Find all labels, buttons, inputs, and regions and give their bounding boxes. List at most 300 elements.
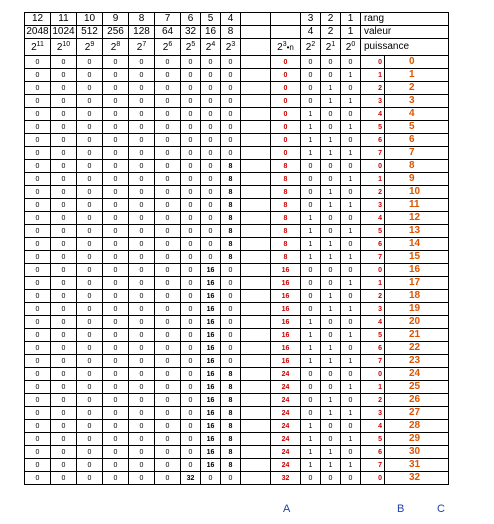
c-value-cell: 12 [385,212,449,225]
bit-value-cell: 0 [129,472,155,485]
b-value-cell: 1 [361,277,385,290]
gap-cell [241,26,271,39]
bit-value-cell: 0 [155,433,181,446]
power-cell [51,39,77,56]
bit-value-cell: 0 [51,407,77,420]
a-value-cell: 16 [271,277,301,290]
gap-cell [241,407,271,420]
bit-value-cell: 0 [103,342,129,355]
bit-value-cell: 0 [201,173,221,186]
bit-value-cell: 0 [181,134,201,147]
b-value-cell: 7 [361,459,385,472]
bit-low-cell: 0 [321,381,341,394]
bit-low-cell: 0 [321,264,341,277]
a-value-cell: 0 [271,95,301,108]
bit-low-cell: 1 [301,316,321,329]
bit-low-cell: 0 [301,160,321,173]
bit-value-cell: 0 [129,459,155,472]
puissance-label: puissance [361,39,449,56]
bit-value-cell: 0 [201,225,221,238]
gap-cell [241,147,271,160]
c-value-cell: 27 [385,407,449,420]
bit-value-cell: 0 [51,173,77,186]
gap-cell [241,225,271,238]
bit-value-cell: 0 [155,303,181,316]
bit-value-cell: 0 [181,121,201,134]
bit-value-cell: 0 [221,108,241,121]
rang-cell: 11 [51,13,77,26]
bit-low-cell: 0 [341,186,361,199]
bit-value-cell: 0 [77,394,103,407]
c-value-cell: 21 [385,329,449,342]
bit-value-cell: 16 [201,407,221,420]
c-value-cell: 2 [385,82,449,95]
c-value-cell: 19 [385,303,449,316]
a-value-cell: 16 [271,303,301,316]
power-exponent: 1 [331,41,336,48]
bit-low-cell: 0 [321,121,341,134]
c-value-cell: 6 [385,134,449,147]
bit-value-cell: 0 [77,316,103,329]
valeur-cell: 512 [77,26,103,39]
bit-value-cell: 0 [129,329,155,342]
valeur-cell: 32 [181,26,201,39]
bit-value-cell: 0 [201,160,221,173]
bit-value-cell: 0 [103,56,129,69]
power-cell [181,39,201,56]
bit-value-cell: 0 [51,147,77,160]
bit-value-cell: 0 [25,472,51,485]
bit-value-cell: 0 [201,69,221,82]
valeur-cell: 64 [155,26,181,39]
bit-value-cell: 0 [103,329,129,342]
b-value-cell: 0 [361,472,385,485]
bit-value-cell: 0 [181,82,201,95]
header-puissance-row [25,39,449,56]
bit-value-cell: 0 [181,316,201,329]
bit-value-cell: 0 [25,407,51,420]
bit-low-cell: 1 [341,121,361,134]
bit-value-cell: 0 [129,160,155,173]
bit-value-cell: 0 [181,355,201,368]
bit-value-cell: 0 [155,121,181,134]
c-value-cell: 23 [385,355,449,368]
b-value-cell: 3 [361,407,385,420]
bit-value-cell: 0 [51,69,77,82]
bit-low-cell: 0 [301,472,321,485]
bit-low-cell: 0 [341,472,361,485]
gap-cell [271,26,301,39]
power-cell [129,39,155,56]
bit-value-cell: 0 [155,316,181,329]
bit-value-cell: 0 [51,121,77,134]
gap-cell [241,459,271,472]
bit-value-cell: 0 [201,56,221,69]
power-base: 2 [325,42,332,53]
bit-value-cell: 16 [201,342,221,355]
bit-value-cell: 0 [103,225,129,238]
bit-value-cell: 0 [155,277,181,290]
bit-value-cell: 0 [77,199,103,212]
rang-cell: 12 [25,13,51,26]
bit-value-cell: 0 [181,173,201,186]
bit-value-cell: 0 [155,173,181,186]
gap-cell [241,264,271,277]
b-value-cell: 4 [361,108,385,121]
power-cell [221,39,241,56]
table-row [25,173,449,186]
bit-value-cell: 0 [51,186,77,199]
bit-value-cell: 0 [129,69,155,82]
c-value-cell: 11 [385,199,449,212]
bit-low-cell: 0 [341,82,361,95]
bit-value-cell: 0 [155,355,181,368]
bit-value-cell: 0 [155,446,181,459]
bit-value-cell: 0 [103,160,129,173]
a-value-cell: 8 [271,212,301,225]
a-value-cell: 8 [271,225,301,238]
bit-value-cell: 0 [155,459,181,472]
bit-value-cell: 0 [155,420,181,433]
c-value-cell: 32 [385,472,449,485]
bit-low-cell: 1 [321,134,341,147]
rang-cell: 8 [129,13,155,26]
c-value-cell: 13 [385,225,449,238]
bit-low-cell: 0 [301,173,321,186]
valeur-cell: 1 [341,26,361,39]
bit-value-cell: 0 [201,134,221,147]
bit-value-cell: 0 [51,446,77,459]
rang-cell: 10 [77,13,103,26]
rang-label: rang [361,13,449,26]
table-row [25,238,449,251]
table-row [25,95,449,108]
table-row [25,303,449,316]
bit-value-cell: 0 [25,264,51,277]
bit-value-cell: 0 [103,433,129,446]
bit-low-cell: 0 [301,277,321,290]
bit-low-cell: 1 [301,238,321,251]
bit-value-cell: 0 [77,264,103,277]
bit-value-cell: 0 [129,355,155,368]
b-value-cell: 3 [361,199,385,212]
bit-value-cell: 0 [25,394,51,407]
bit-value-cell: 0 [181,277,201,290]
bit-value-cell: 0 [201,121,221,134]
bit-low-cell: 0 [301,69,321,82]
header-valeur-row [25,26,449,39]
table-row [25,368,449,381]
table-row [25,290,449,303]
bit-low-cell: 0 [301,186,321,199]
bit-value-cell: 0 [129,290,155,303]
power-base: 2 [31,42,37,53]
bit-low-cell: 0 [341,160,361,173]
rang-cell: 9 [103,13,129,26]
table-row [25,472,449,485]
gap-cell [241,13,271,26]
bit-value-cell: 0 [25,446,51,459]
bit-value-cell: 0 [77,329,103,342]
rang-cell: 2 [321,13,341,26]
bit-value-cell: 0 [221,329,241,342]
bit-low-cell: 0 [321,329,341,342]
header-rang-row [25,13,449,26]
bit-value-cell: 0 [129,342,155,355]
bit-low-cell: 0 [321,420,341,433]
bit-value-cell: 16 [201,381,221,394]
bit-value-cell: 0 [155,342,181,355]
bit-value-cell: 0 [51,342,77,355]
b-value-cell: 0 [361,264,385,277]
bit-value-cell: 8 [221,381,241,394]
power-base: 2 [225,42,232,53]
gap-cell [241,420,271,433]
power-exponent: 10 [62,41,71,48]
bit-value-cell: 0 [51,199,77,212]
gap-cell [241,186,271,199]
valeur-cell: 8 [221,26,241,39]
c-value-cell: 30 [385,446,449,459]
bit-value-cell: 0 [25,199,51,212]
bit-value-cell: 0 [155,147,181,160]
power-exponent: 0 [351,41,356,48]
bit-value-cell: 0 [25,368,51,381]
bit-value-cell: 0 [129,199,155,212]
bit-low-cell: 1 [341,147,361,160]
b-value-cell: 5 [361,433,385,446]
table-row [25,264,449,277]
bit-value-cell: 0 [201,238,221,251]
bit-value-cell: 0 [103,238,129,251]
bit-low-cell: 1 [321,147,341,160]
bit-value-cell: 0 [25,459,51,472]
bit-value-cell: 0 [51,472,77,485]
c-value-cell: 0 [385,56,449,69]
bit-low-cell: 0 [321,212,341,225]
bit-value-cell: 0 [103,381,129,394]
bit-value-cell: 0 [181,95,201,108]
power-cell [201,39,221,56]
bit-low-cell: 1 [341,303,361,316]
bit-value-cell: 0 [77,134,103,147]
bit-value-cell: 0 [103,69,129,82]
table-row [25,199,449,212]
bit-low-cell: 1 [301,147,321,160]
bit-value-cell: 0 [181,433,201,446]
bit-value-cell: 0 [155,69,181,82]
bit-value-cell: 0 [201,108,221,121]
bit-value-cell: 0 [77,355,103,368]
bit-value-cell: 0 [181,446,201,459]
table-row [25,277,449,290]
bit-low-cell: 1 [321,251,341,264]
b-value-cell: 2 [361,186,385,199]
gap-cell [241,82,271,95]
bit-value-cell: 0 [221,342,241,355]
b-value-cell: 7 [361,251,385,264]
bit-low-cell: 1 [321,290,341,303]
bit-value-cell: 0 [103,264,129,277]
table-row [25,407,449,420]
bit-value-cell: 0 [51,420,77,433]
bit-value-cell: 8 [221,160,241,173]
bit-low-cell: 1 [301,134,321,147]
bit-value-cell: 0 [221,134,241,147]
bit-value-cell: 0 [51,264,77,277]
gap-cell [241,121,271,134]
gap-cell [241,69,271,82]
power-cell [25,39,51,56]
power-exponent: 9 [90,41,95,48]
bit-value-cell: 0 [155,394,181,407]
bit-low-cell: 0 [321,472,341,485]
bit-value-cell: 0 [25,355,51,368]
bit-value-cell: 0 [77,303,103,316]
a-header-base: 2 [277,42,283,53]
b-value-cell: 1 [361,381,385,394]
bit-value-cell: 0 [155,290,181,303]
gap-cell [241,56,271,69]
bit-value-cell: 0 [129,433,155,446]
c-value-cell: 26 [385,394,449,407]
bit-value-cell: 0 [103,407,129,420]
bit-value-cell: 0 [25,277,51,290]
c-value-cell: 14 [385,238,449,251]
b-value-cell: 0 [361,56,385,69]
bit-low-cell: 0 [301,407,321,420]
a-value-cell: 8 [271,186,301,199]
gap-cell [241,381,271,394]
gap-cell [241,394,271,407]
bit-low-cell: 0 [321,433,341,446]
a-value-cell: 16 [271,316,301,329]
bit-value-cell: 0 [129,121,155,134]
table-row [25,69,449,82]
bit-low-cell: 0 [341,108,361,121]
bit-value-cell: 0 [181,368,201,381]
a-value-cell: 24 [271,407,301,420]
bit-value-cell: 0 [181,238,201,251]
bit-value-cell: 0 [51,160,77,173]
bit-low-cell: 0 [301,199,321,212]
bit-value-cell: 0 [181,251,201,264]
a-value-cell: 0 [271,56,301,69]
bit-value-cell: 0 [181,303,201,316]
bit-value-cell: 0 [155,108,181,121]
bit-low-cell: 0 [321,160,341,173]
bit-low-cell: 0 [341,56,361,69]
c-value-cell: 9 [385,173,449,186]
bit-value-cell: 0 [25,95,51,108]
bit-value-cell: 0 [51,56,77,69]
bit-value-cell: 16 [201,290,221,303]
c-value-cell: 10 [385,186,449,199]
bit-low-cell: 1 [301,251,321,264]
bit-low-cell: 1 [301,420,321,433]
bit-value-cell: 0 [77,95,103,108]
bit-value-cell: 0 [77,290,103,303]
bit-value-cell: 0 [129,251,155,264]
a-value-cell: 24 [271,381,301,394]
bit-low-cell: 1 [341,407,361,420]
bit-value-cell: 0 [51,108,77,121]
bit-low-cell: 1 [301,433,321,446]
bit-value-cell: 0 [103,446,129,459]
bit-low-cell: 1 [321,355,341,368]
a-value-cell: 16 [271,355,301,368]
bit-value-cell: 0 [25,433,51,446]
bit-value-cell: 0 [25,212,51,225]
bit-value-cell: 0 [201,212,221,225]
bit-value-cell: 0 [221,121,241,134]
bit-value-cell: 0 [155,160,181,173]
bit-value-cell: 0 [77,381,103,394]
bit-low-cell: 0 [341,290,361,303]
bit-low-cell: 0 [301,381,321,394]
bit-value-cell: 8 [221,446,241,459]
bit-value-cell: 8 [221,212,241,225]
bit-value-cell: 0 [25,69,51,82]
bit-low-cell: 0 [301,95,321,108]
bit-value-cell: 0 [77,420,103,433]
bit-low-cell: 0 [301,303,321,316]
bit-value-cell: 0 [155,199,181,212]
bit-value-cell: 0 [103,290,129,303]
bit-value-cell: 0 [181,420,201,433]
bit-low-cell: 0 [301,82,321,95]
bit-low-cell: 0 [321,277,341,290]
c-value-cell: 25 [385,381,449,394]
valeur-cell: 128 [129,26,155,39]
bit-value-cell: 0 [77,368,103,381]
bit-value-cell: 0 [103,108,129,121]
bit-low-cell: 1 [321,407,341,420]
b-value-cell: 6 [361,238,385,251]
rang-cell: 4 [221,13,241,26]
bit-value-cell: 0 [51,329,77,342]
power-exponent: 11 [36,41,44,48]
bit-value-cell: 0 [129,277,155,290]
bit-value-cell: 0 [155,381,181,394]
bit-value-cell: 0 [129,381,155,394]
bit-low-cell: 0 [341,238,361,251]
bit-value-cell: 16 [201,394,221,407]
c-value-cell: 4 [385,108,449,121]
table-row [25,121,449,134]
gap-cell [241,39,271,56]
bit-value-cell: 0 [155,56,181,69]
a-value-cell: 16 [271,342,301,355]
bit-value-cell: 0 [25,420,51,433]
bit-value-cell: 0 [25,381,51,394]
power-exponent: 5 [191,41,196,48]
b-value-cell: 6 [361,342,385,355]
bit-value-cell: 0 [155,472,181,485]
table-row [25,56,449,69]
gap-cell [241,446,271,459]
bit-low-cell: 0 [321,173,341,186]
bit-value-cell: 0 [77,277,103,290]
bit-value-cell: 0 [77,433,103,446]
table-row [25,225,449,238]
bit-value-cell: 0 [25,82,51,95]
bit-value-cell: 0 [155,329,181,342]
bit-low-cell: 1 [301,121,321,134]
power-cell [321,39,341,56]
gap-cell [241,251,271,264]
bit-low-cell: 1 [341,251,361,264]
